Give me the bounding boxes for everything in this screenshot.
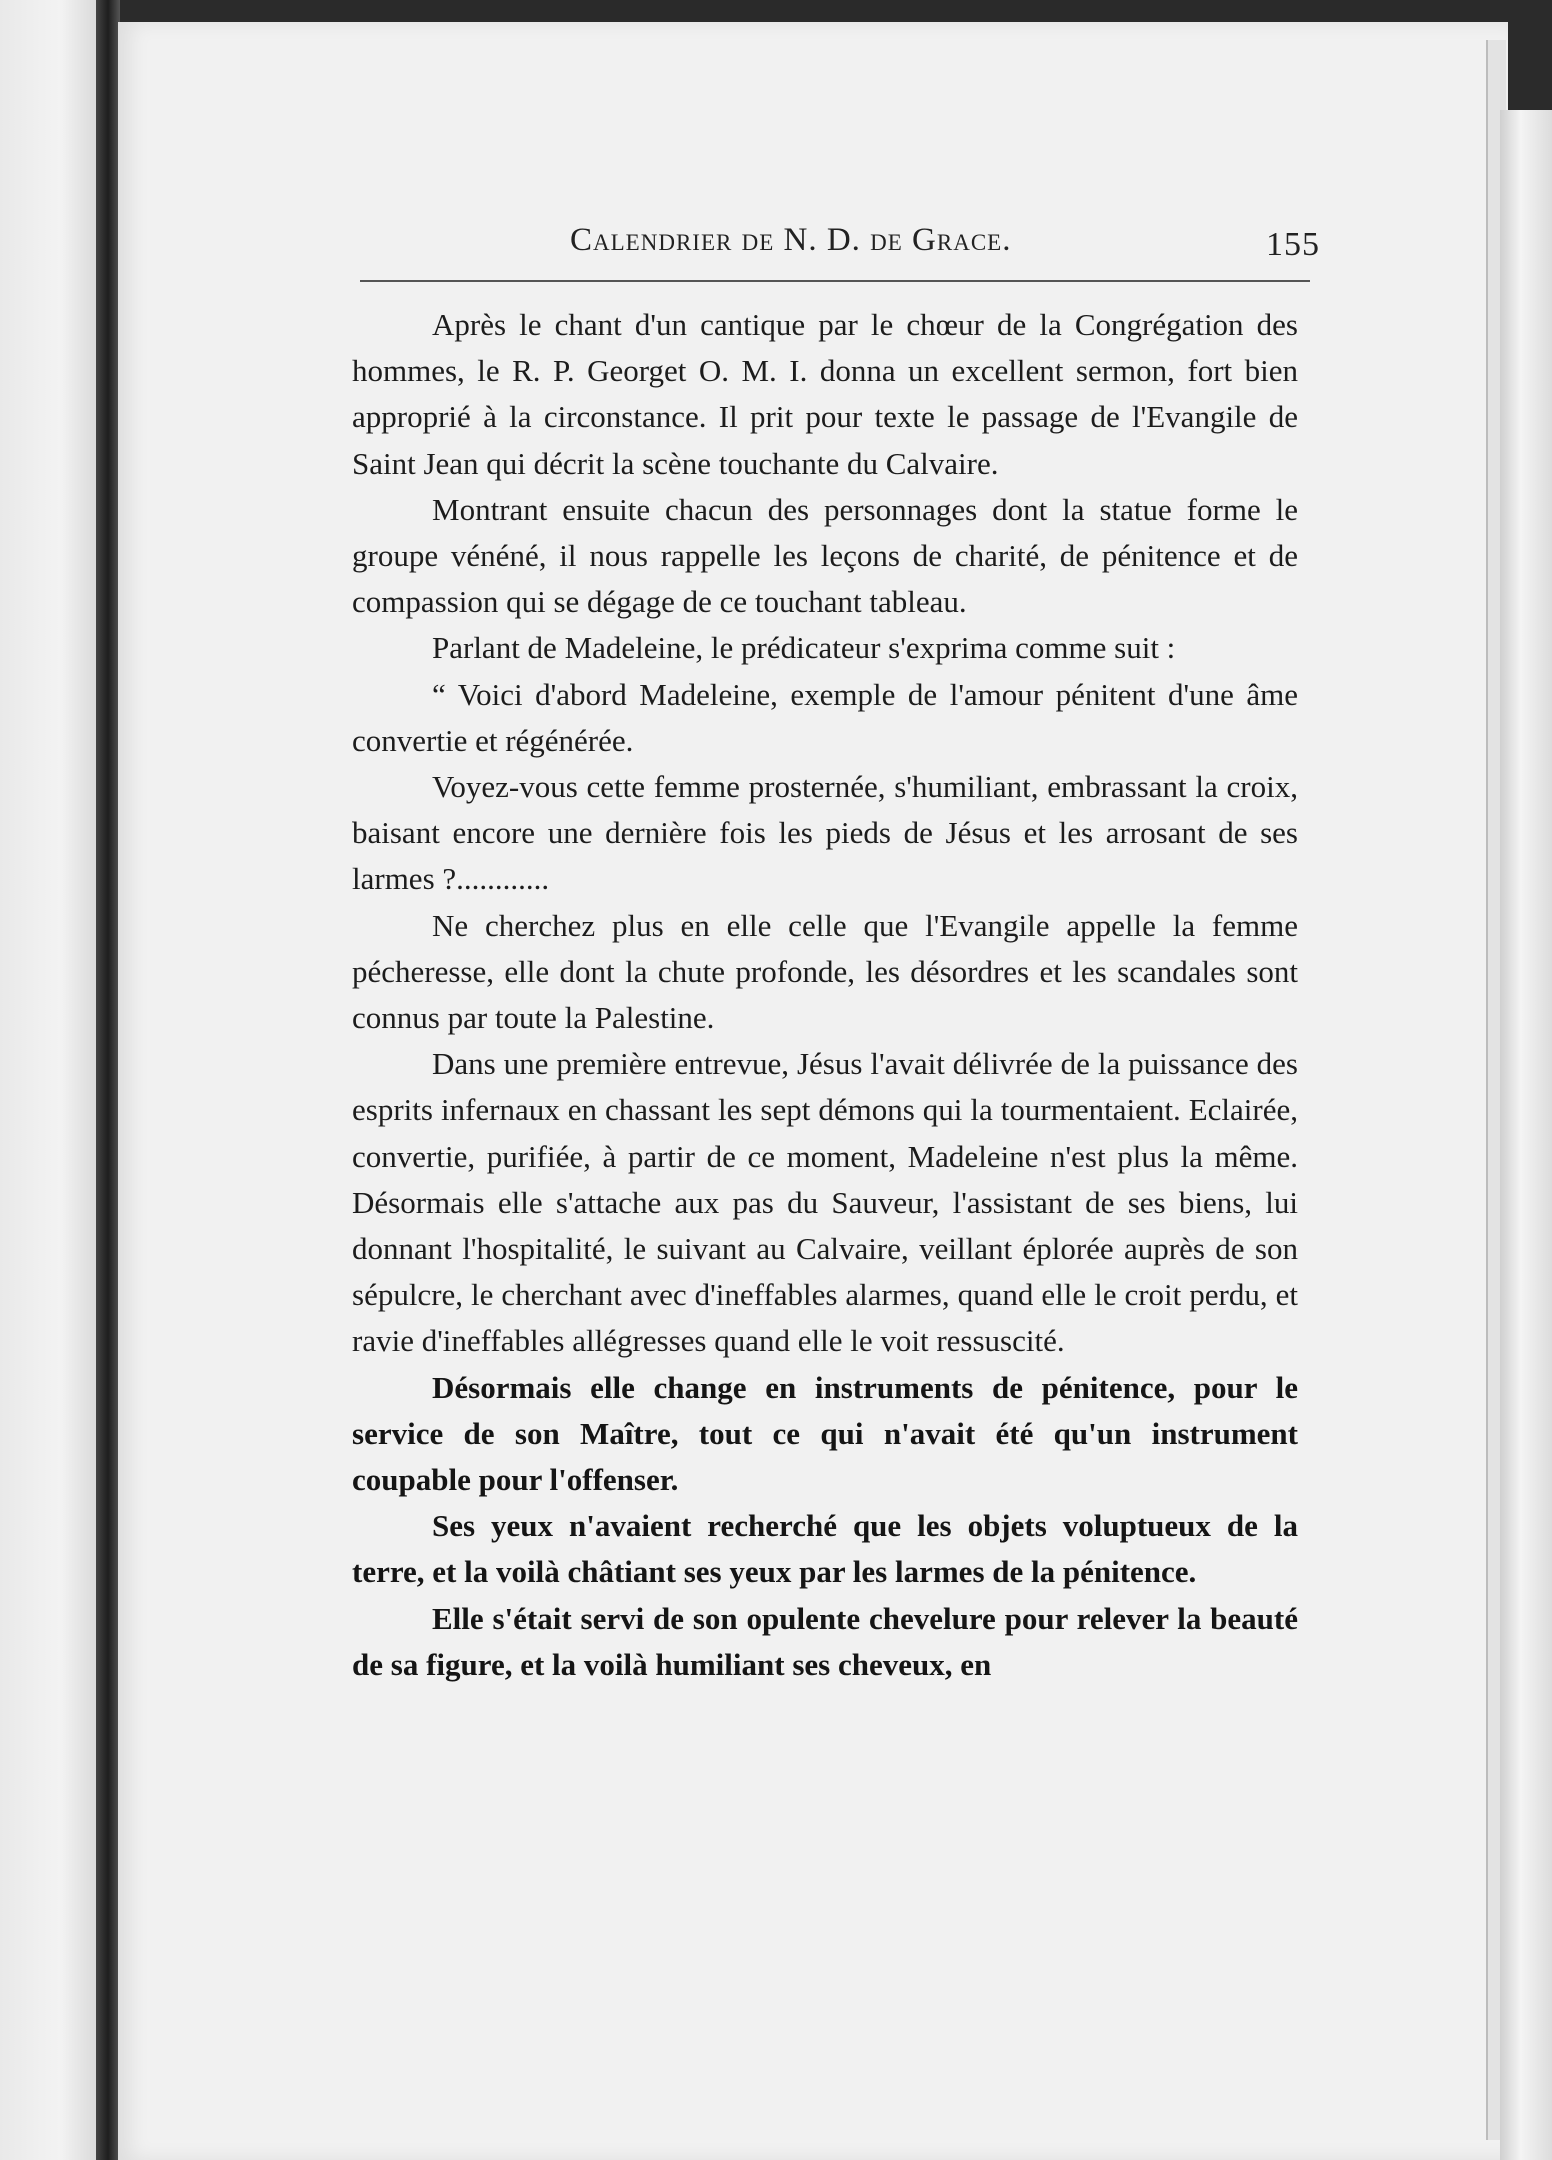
page-stack-edge-outer [1500, 110, 1552, 2160]
paragraph: Ses yeux n'avaient recherché que les objets voluptueux de la terre, et la voilà châtiant ses yeux par les larmes de la pénitence. [352, 1508, 1298, 1590]
body-text [352, 302, 1298, 1688]
paragraph: Après le chant d'un cantique par le chœur de la Congrégation des hommes, le R. P. Georget O. M. I. donna un excellent sermon, fort bien approprié à la circonstance. Il prit pour texte le passage de l'Evangile de Saint Jean qui décrit la scène touchante du Calvaire. [352, 307, 1298, 481]
paragraph: Montrant ensuite chacun des personnages dont la statue forme le groupe vénéné, il nous rappelle les leçons de charité, de pénitence et de compassion qui se dégage de ce touchant tableau. [352, 491, 1298, 620]
page-number: 155 [1266, 226, 1320, 263]
paragraph: Voyez-vous cette femme prosternée, s'humiliant, embrassant la croix, baisant encore une dernière fois les pieds de Jésus et les arrosant de ses larmes ?............ [352, 769, 1298, 897]
paragraph: Ne cherchez plus en elle celle que l'Evangile appelle la femme pécheresse, elle dont la chute profonde, les désordres et les scandales sont connus par toute la Palestine. [352, 907, 1298, 1036]
paragraph: Dans une première entrevue, Jésus l'avait délivrée de la puissance des esprits infernaux en chassant les sept démons qui la tourmentaient. Eclairée, convertie, purifiée, à partir de ce moment, Madeleine n'est plus la même. Désormais elle s'attache aux pas du Sauveur, l'assistant de ses biens, lui donnant l'hospitalité, le suivant au Calvaire, veillant éplorée auprès de son sépulcre, le cherchant avec d'ineffables alarmes, quand elle le croit perdu, et ravie d'ineffables allégresses quand elle le voit ressuscité. [352, 1046, 1298, 1359]
facing-page-edge [0, 0, 100, 2160]
paragraph: “ Voici d'abord Madeleine, exemple de l'amour pénitent d'une âme convertie et régénérée. [352, 676, 1298, 758]
book-gutter [96, 0, 120, 2160]
running-title: Calendrier de N. D. de Grace. [570, 222, 1012, 258]
paragraph: Elle s'était servi de son opulente chevelure pour relever la beauté de sa figure, et la voilà humiliant ses cheveux, en [352, 1600, 1298, 1682]
header-rule [360, 280, 1310, 282]
scan-background [330, 0, 1490, 24]
paragraph: Parlant de Madeleine, le prédicateur s'exprima comme suit : [432, 630, 1176, 666]
paragraph: Désormais elle change en instruments de pénitence, pour le service de son Maître, tout ce qui n'avait été qu'un instrument coupable pour l'offenser. [352, 1369, 1298, 1498]
running-header [360, 222, 1320, 266]
